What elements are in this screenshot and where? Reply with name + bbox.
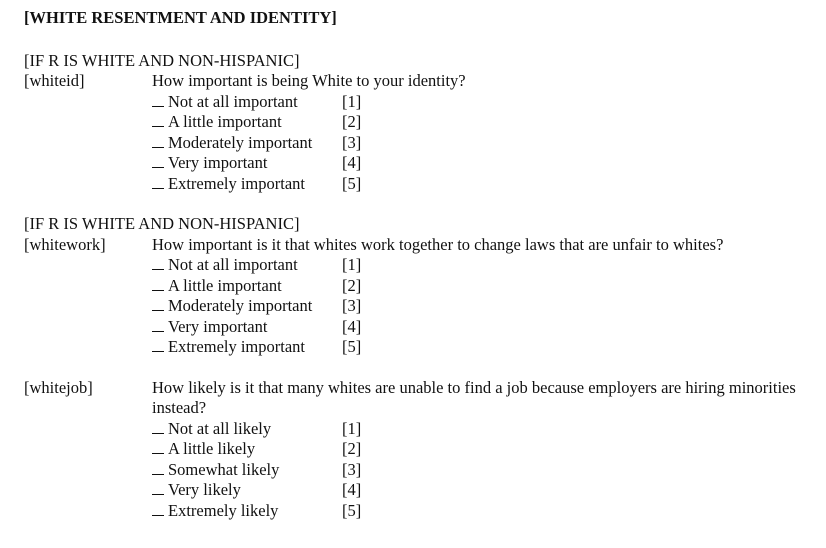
answer-blank[interactable] — [152, 297, 164, 311]
response-option — [152, 419, 814, 440]
option-label: Extremely important — [168, 337, 306, 356]
section-title: [WHITE RESENTMENT AND IDENTITY] — [24, 8, 337, 27]
response-option — [152, 296, 814, 317]
response-options — [152, 419, 814, 522]
response-option — [152, 317, 814, 338]
response-option — [152, 112, 814, 133]
option-label: Moderately important — [168, 132, 313, 152]
option-label: Not at all important — [168, 91, 298, 111]
option-label: A little likely — [168, 439, 256, 458]
option-label: Very likely — [168, 480, 241, 499]
skip-condition: [IF R IS WHITE AND NON-HISPANIC] — [24, 50, 300, 70]
option-code: [5] — [342, 500, 362, 520]
option-code: [5] — [342, 337, 362, 356]
variable-name: [whitejob] — [24, 377, 93, 397]
option-label: Not at all likely — [168, 418, 272, 438]
option-label: Very important — [168, 153, 268, 172]
answer-blank[interactable] — [152, 318, 164, 332]
answer-blank[interactable] — [152, 175, 164, 189]
question-row — [24, 378, 814, 522]
option-label: A little important — [168, 112, 282, 131]
question-body — [152, 378, 814, 522]
response-option — [152, 174, 814, 195]
option-code: [1] — [342, 91, 362, 111]
response-option — [152, 460, 814, 481]
option-code: [5] — [342, 173, 362, 193]
answer-blank[interactable] — [152, 481, 164, 495]
question-row — [24, 71, 814, 194]
response-option — [152, 255, 814, 276]
question-row — [24, 235, 814, 358]
option-label: Extremely likely — [168, 500, 279, 520]
option-label: Very important — [168, 316, 268, 336]
question-block-whitejob — [24, 378, 814, 522]
option-code: [3] — [342, 459, 362, 479]
question-block-whiteid — [24, 51, 814, 195]
response-option — [152, 133, 814, 154]
answer-blank[interactable] — [152, 502, 164, 516]
option-label: Extremely important — [168, 173, 306, 193]
answer-blank[interactable] — [152, 256, 164, 270]
option-label: Not at all important — [168, 255, 298, 274]
answer-blank[interactable] — [152, 154, 164, 168]
question-body — [152, 71, 814, 194]
response-options — [152, 92, 814, 195]
skip-condition: [IF R IS WHITE AND NON-HISPANIC] — [24, 214, 300, 233]
option-label: Somewhat likely — [168, 459, 280, 479]
answer-blank[interactable] — [152, 134, 164, 148]
question-text: How important is being White to your identity? — [152, 71, 466, 90]
response-option — [152, 439, 814, 460]
option-code: [4] — [342, 316, 362, 336]
response-option — [152, 276, 814, 297]
answer-blank[interactable] — [152, 338, 164, 352]
response-option — [152, 153, 814, 174]
answer-blank[interactable] — [152, 277, 164, 291]
questionnaire-page — [24, 8, 814, 541]
option-code: [2] — [342, 275, 362, 295]
answer-blank[interactable] — [152, 420, 164, 434]
answer-blank[interactable] — [152, 461, 164, 475]
option-code: [2] — [342, 439, 362, 458]
option-code: [4] — [342, 153, 362, 172]
response-option — [152, 480, 814, 501]
option-code: [3] — [342, 132, 362, 152]
question-text: How important is it that whites work together to change laws that are unfair to whites? — [152, 234, 724, 254]
answer-blank[interactable] — [152, 440, 164, 454]
response-options — [152, 255, 814, 358]
response-option — [152, 501, 814, 522]
option-label: A little important — [168, 275, 282, 295]
question-block-whitework — [24, 214, 814, 358]
option-code: [1] — [342, 255, 362, 274]
variable-name: [whiteid] — [24, 71, 85, 90]
variable-name: [whitework] — [24, 234, 106, 254]
response-option — [152, 337, 814, 358]
option-code: [4] — [342, 480, 362, 499]
option-code: [2] — [342, 112, 362, 131]
option-label: Moderately important — [168, 296, 313, 315]
answer-blank[interactable] — [152, 113, 164, 127]
question-body — [152, 235, 814, 358]
question-text: How likely is it that many whites are unable to find a job because employers are hiring minorities instead? — [152, 377, 796, 417]
response-option — [152, 92, 814, 113]
answer-blank[interactable] — [152, 93, 164, 107]
option-code: [1] — [342, 418, 362, 438]
option-code: [3] — [342, 296, 362, 315]
